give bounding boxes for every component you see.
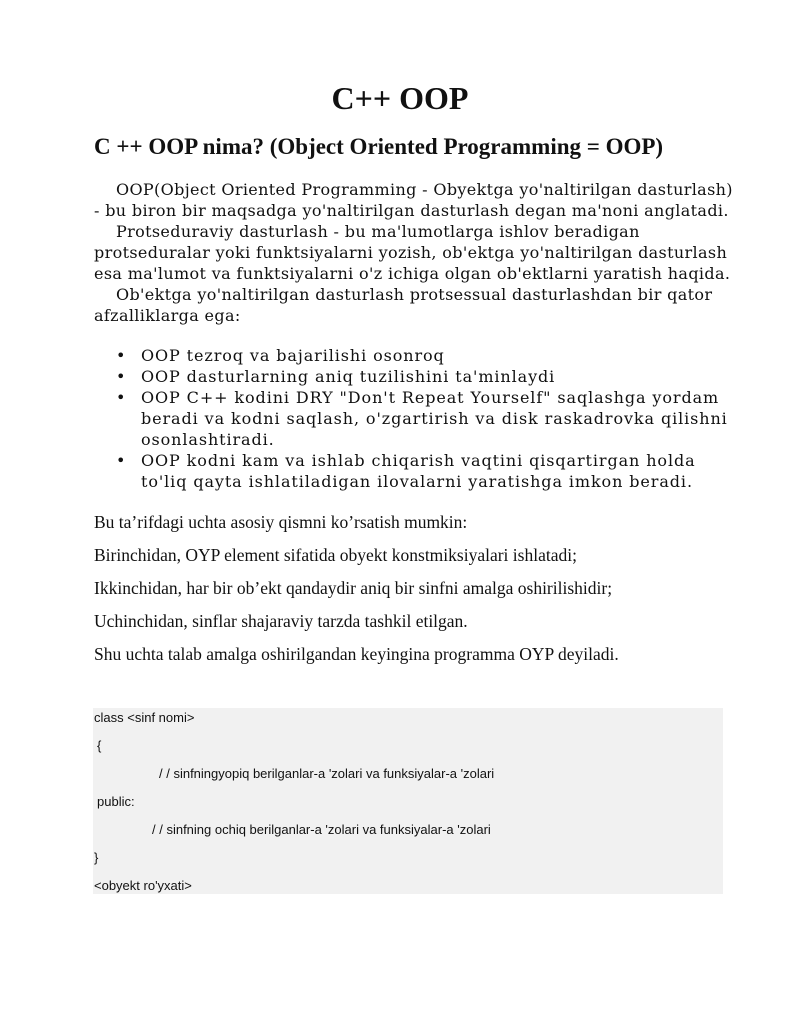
code-line: / / sinfningyopiq berilganlar-a 'zolari va funksiyalar-a 'zolari <box>159 766 495 781</box>
intro-line: Ob'ektga yo'naltirilgan dasturlash protsessual dasturlashdan bir qator <box>116 285 713 304</box>
list-item <box>94 345 734 366</box>
code-line: class <sinf nomi> <box>94 710 195 725</box>
intro-line: protseduralar yoki funktsiyalarni yozish, ob'ektga yo'naltirilgan dasturlash <box>94 243 728 262</box>
body-paragraph: Ikkinchidan, har bir ob’ekt qandaydir aniq bir sinfni amalga oshirilishidir; <box>94 578 613 598</box>
benefits-list <box>94 345 734 492</box>
list-item-text: OOP dasturlarning aniq tuzilishini ta'minlaydi <box>141 367 556 386</box>
list-item-text: to'liq qayta ishlatiladigan ilovalarni yaratishga imkon beradi. <box>141 472 693 491</box>
body-paragraph: Shu uchta talab amalga oshirilgandan keyingina programma OYP deyiladi. <box>94 644 619 664</box>
section-heading: C ++ OOP nima? (Object Oriented Programming = OOP) <box>94 134 664 159</box>
intro-line: - bu biron bir maqsadga yo'naltirilgan dasturlash degan ma'noni anglatadi. <box>94 201 729 220</box>
body-paragraph: Birinchidan, OYP element sifatida obyekt konstmiksiyalari ishlatadi; <box>94 545 577 565</box>
intro-line: Protseduraviy dasturlash - bu ma'lumotlarga ishlov beradigan <box>116 222 640 241</box>
page-title: C++ OOP <box>331 80 469 116</box>
list-item <box>94 366 734 387</box>
body-paragraph: Bu ta’rifdagi uchta asosiy qismni ko’rsatish mumkin: <box>94 512 468 532</box>
code-line: / / sinfning ochiq berilganlar-a 'zolari va funksiyalar-a 'zolari <box>152 822 491 837</box>
bullet-icon: • <box>116 367 127 386</box>
intro-line: afzalliklarga ega: <box>94 306 241 325</box>
code-line: { <box>97 738 102 753</box>
body-paragraph: Uchinchidan, sinflar shajaraviy tarzda tashkil etilgan. <box>94 611 468 631</box>
code-line: <obyekt ro'yxati> <box>94 878 192 893</box>
code-line: } <box>94 850 99 865</box>
bullet-icon: • <box>116 388 127 407</box>
intro-text <box>94 179 734 326</box>
list-item <box>94 387 734 450</box>
list-item-text: OOP kodni kam va ishlab chiqarish vaqtini qisqartirgan holda <box>141 451 696 470</box>
intro-line: esa ma'lumot va funktsiyalarni o'z ichiga olgan ob'ektlarni yaratish haqida. <box>94 264 731 283</box>
intro-line: OOP(Object Oriented Programming - Obyektga yo'naltirilgan dasturlash) <box>116 180 733 199</box>
bullet-icon: • <box>116 346 127 365</box>
code-line: public: <box>97 794 135 809</box>
list-item-text: beradi va kodni saqlash, o'zgartirish va disk raskadrovka qilishni <box>141 409 728 428</box>
list-item-text: OOP C++ kodini DRY "Don't Repeat Yourself" saqlashga yordam <box>141 388 720 407</box>
list-item-text: OOP tezroq va bajarilishi osonroq <box>141 346 445 365</box>
bullet-icon: • <box>116 451 127 470</box>
code-block <box>93 708 723 894</box>
list-item <box>94 450 734 492</box>
list-item-text: osonlashtiradi. <box>141 430 275 449</box>
